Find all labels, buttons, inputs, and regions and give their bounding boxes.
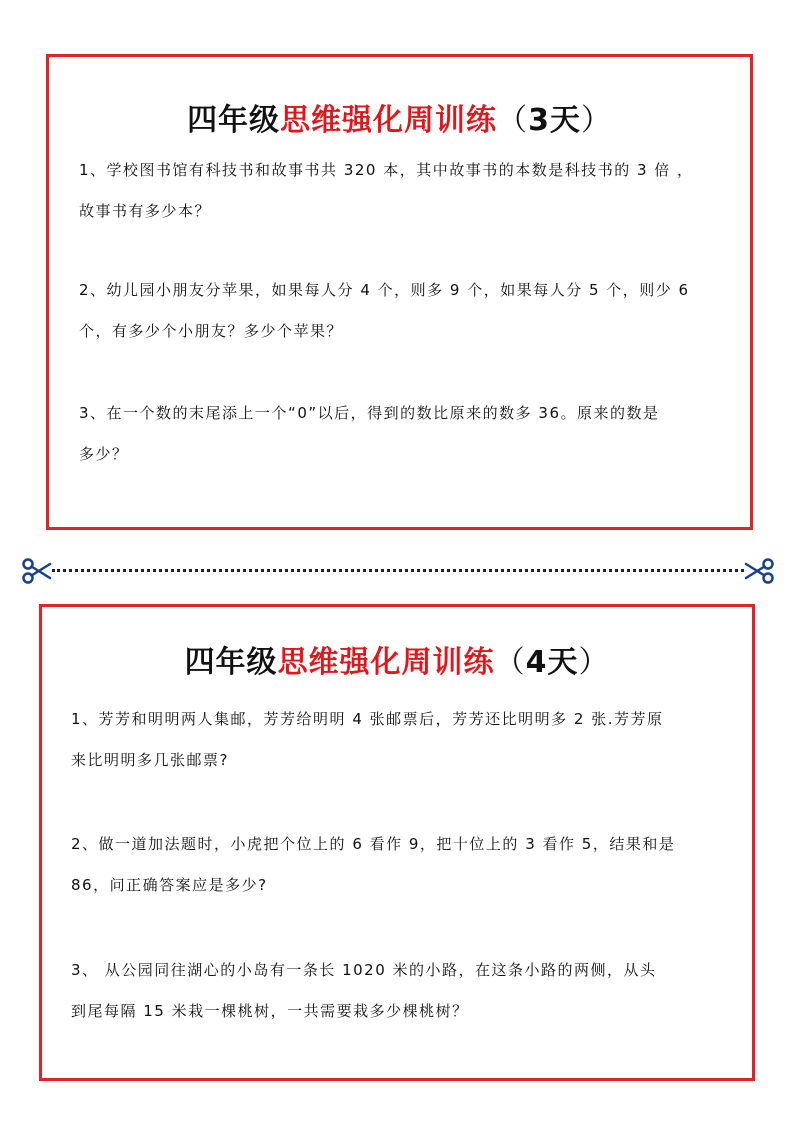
- question-line: 到尾每隔 15 米栽一棵桃树，一共需要栽多少棵桃树？: [71, 1002, 469, 1020]
- title-highlight: 思维强化周训练: [277, 645, 495, 680]
- question-line: 个，有多少个小朋友？多少个苹果？: [79, 322, 344, 340]
- question-line: 2、幼儿园小朋友分苹果，如果每人分 4 个，则多 9 个，如果每人分 5 个，则少 6: [79, 281, 690, 299]
- title-day: 4天: [525, 645, 579, 680]
- question-line: 故事书有多少本？: [79, 202, 212, 220]
- question-line: 3、 从公园同往湖心的小岛有一条长 1020 米的小路，在这条小路的两侧，从头: [71, 961, 657, 979]
- title-highlight: 思维强化周训练: [280, 103, 498, 138]
- worksheet-title: [42, 637, 752, 681]
- worksheet-title: [49, 95, 750, 139]
- scissors-icon: [22, 556, 52, 586]
- title-day: 3天: [528, 103, 581, 138]
- cut-line: [22, 556, 774, 586]
- question-1: [79, 150, 729, 232]
- question-2: [79, 270, 729, 352]
- question-3: [79, 393, 729, 475]
- title-paren-open: （: [497, 103, 529, 138]
- worksheet-day-4: [39, 604, 755, 1081]
- question-3: [71, 950, 731, 1032]
- question-line: 来比明明多几张邮票?: [71, 751, 229, 769]
- title-paren-close: ）: [580, 103, 612, 138]
- question-line: 1、学校图书馆有科技书和故事书共 320 本，其中故事书的本数是科技书的 3 倍 ，: [79, 161, 694, 179]
- title-grade: 四年级: [184, 645, 278, 680]
- dotted-divider: [52, 569, 744, 572]
- worksheet-day-3: [46, 54, 753, 530]
- scissors-icon: [744, 556, 774, 586]
- title-paren-close: ）: [578, 645, 610, 680]
- question-line: 86，问正确答案应是多少?: [71, 876, 268, 894]
- question-2: [71, 824, 731, 906]
- question-line: 3、在一个数的末尾添上一个“0”以后，得到的数比原来的数多 36。原来的数是: [79, 404, 660, 422]
- title-paren-open: （: [494, 645, 526, 680]
- question-line: 2、做一道加法题时，小虎把个位上的 6 看作 9，把十位上的 3 看作 5，结果和是: [71, 835, 676, 853]
- title-grade: 四年级: [187, 103, 281, 138]
- question-line: 1、芳芳和明明两人集邮，芳芳给明明 4 张邮票后，芳芳还比明明多 2 张.芳芳原: [71, 710, 664, 728]
- question-1: [71, 699, 731, 781]
- question-line: 多少？: [79, 445, 129, 463]
